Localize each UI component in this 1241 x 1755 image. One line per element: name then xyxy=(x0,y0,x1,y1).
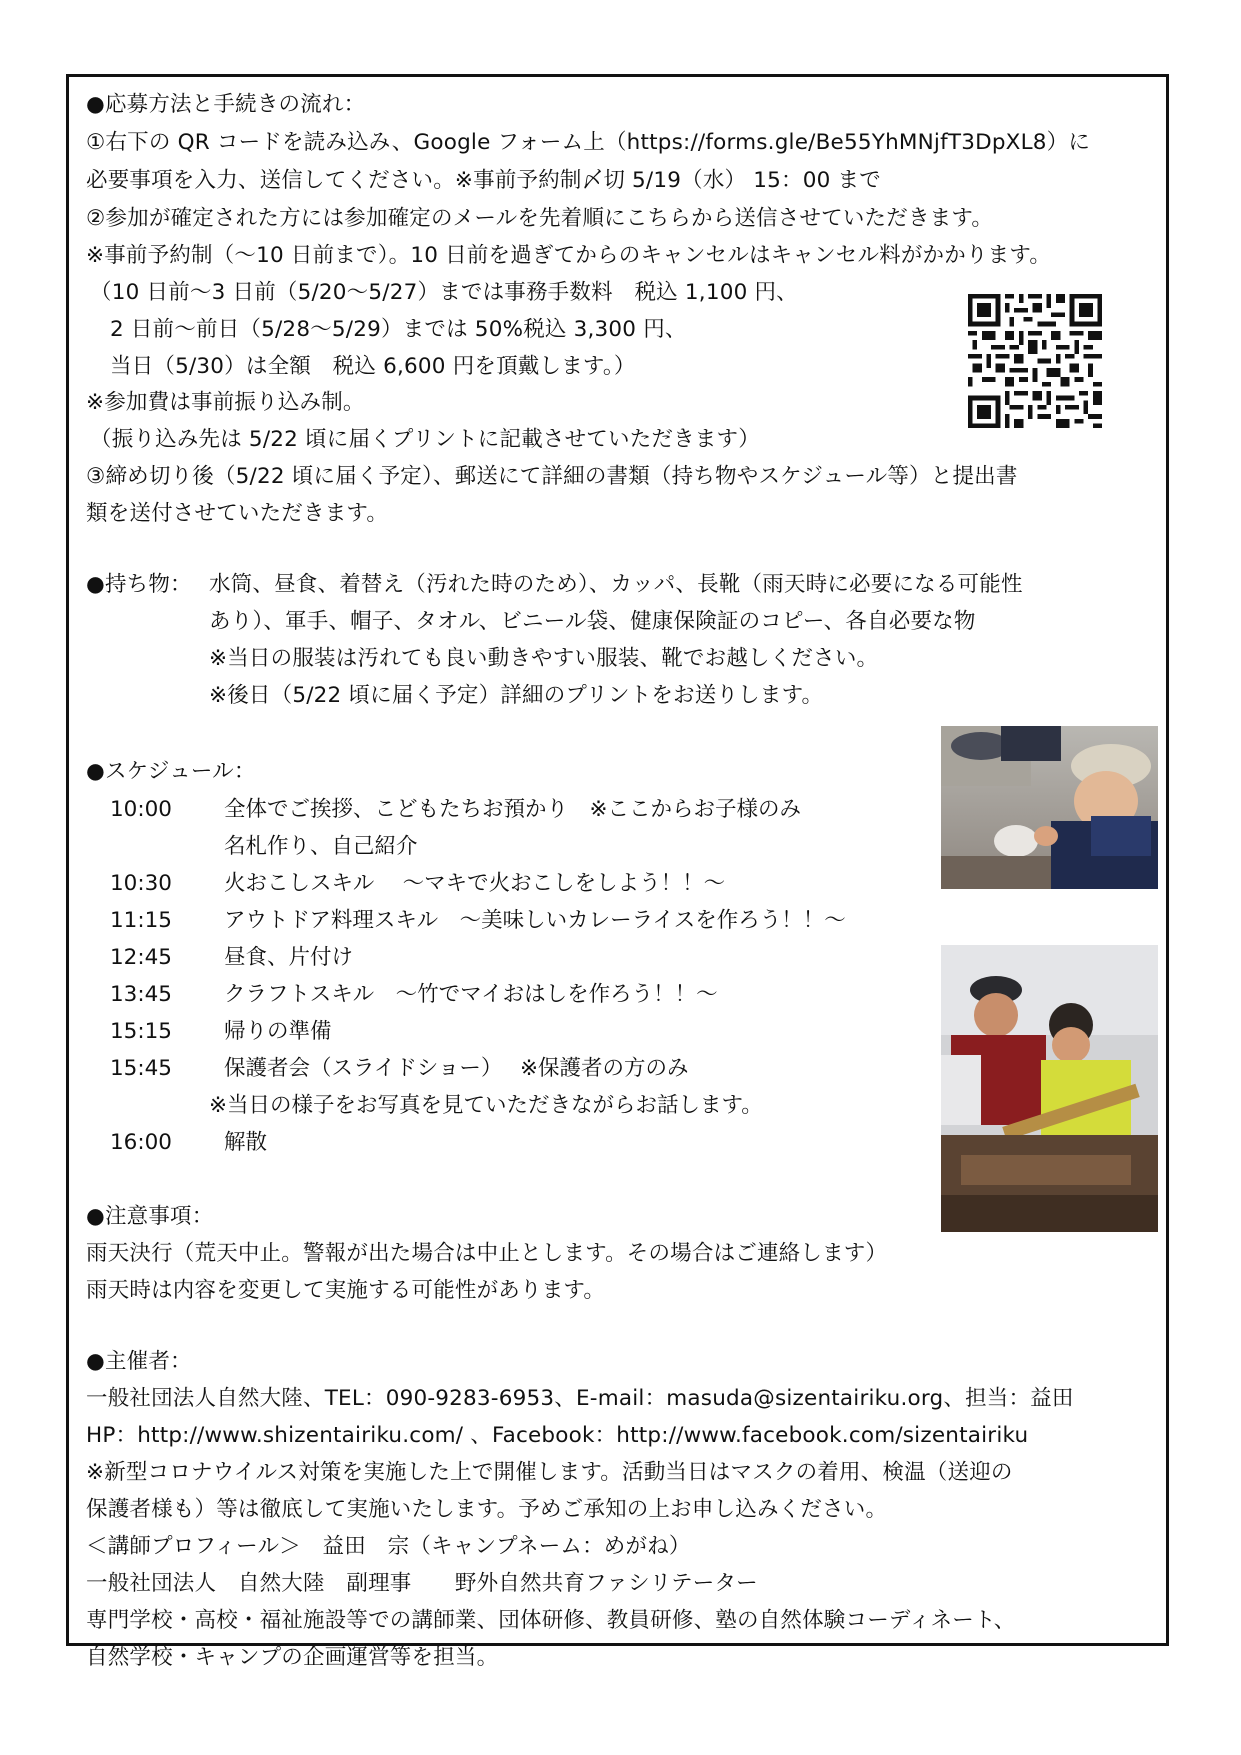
organizer-line: 保護者様も）等は徹底して実施いたします。予めご承知の上お申し込みください。 xyxy=(86,1497,888,1522)
schedule-time: 10:00 xyxy=(110,797,172,822)
schedule-time: 16:00 xyxy=(110,1130,172,1155)
schedule-heading: ●スケジュール： xyxy=(86,759,256,784)
organizer-heading: ●主催者： xyxy=(86,1349,192,1374)
notes-line: 雨天決行（荒天中止。警報が出た場合は中止とします。その場合はご連絡します） xyxy=(86,1241,888,1266)
schedule-time: 15:45 xyxy=(110,1056,172,1081)
schedule-time: 10:30 xyxy=(110,871,172,896)
instructor-profile-line: 専門学校・高校・福祉施設等での講師業、団体研修、教員研修、塾の自然体験コーディネート、 xyxy=(86,1608,1016,1633)
belongings-line: あり）、軍手、帽子、タオル、ビニール袋、健康保険証のコピー、各自必要な物 xyxy=(209,609,976,634)
belongings-line: ※当日の服装は汚れても良い動きやすい服装、靴でお越しください。 xyxy=(209,646,879,671)
application-line: ※事前予約制（〜10 日前まで）。10 日前を過ぎてからのキャンセルはキャンセル料がかかります。 xyxy=(86,243,1052,268)
application-line: 2 日前〜前日（5/28〜5/29）までは 50%税込 3,300 円、 xyxy=(110,317,687,342)
schedule-activity: 全体でご挨拶、こどもたちお預かり ※ここからお子様のみ xyxy=(224,797,802,822)
application-line: ①右下の QR コードを読み込み、Google フォーム上（https://forms.gle/Be55YhMNjfT3DpXL8）に xyxy=(86,130,1091,155)
schedule-activity: 名札作り、自己紹介 xyxy=(224,834,418,859)
schedule-activity: 帰りの準備 xyxy=(224,1019,332,1044)
application-heading: ●応募方法と手続きの流れ： xyxy=(86,92,366,117)
schedule-activity: クラフトスキル 〜竹でマイおはしを作ろう！！〜 xyxy=(224,982,718,1007)
instructor-profile-line: 自然学校・キャンプの企画運営等を担当。 xyxy=(86,1645,499,1670)
belongings-heading: ●持ち物： xyxy=(86,572,192,597)
schedule-time: 15:15 xyxy=(110,1019,172,1044)
schedule-activity: ※当日の様子をお写真を見ていただきながらお話します。 xyxy=(209,1093,763,1118)
application-line: 必要事項を入力、送信してください。※事前予約制〆切 5/19（水） 15：00 まで xyxy=(86,168,881,193)
child-making-fire-photo xyxy=(941,726,1158,889)
application-line: 当日（5/30）は全額 税込 6,600 円を頂戴します。） xyxy=(110,354,636,379)
instructor-profile-line: 一般社団法人 自然大陸 副理事 野外自然共育ファシリテーター xyxy=(86,1571,758,1596)
schedule-time: 11:15 xyxy=(110,908,172,933)
application-line: 類を送付させていただきます。 xyxy=(86,501,389,526)
application-line: ※参加費は事前振り込み制。 xyxy=(86,390,365,415)
application-line: （振り込み先は 5/22 頃に届くプリントに記載させていただきます） xyxy=(90,427,760,452)
qr-code-image[interactable] xyxy=(968,294,1102,428)
schedule-activity: 昼食、片付け xyxy=(224,945,354,970)
application-line: （10 日前〜3 日前（5/20〜5/27）までは事務手数料 税込 1,100 円、 xyxy=(90,280,798,305)
schedule-activity: 火おこしスキル 〜マキで火おこしをしよう！！〜 xyxy=(224,871,726,896)
organizer-line: ※新型コロナウイルス対策を実施した上で開催します。活動当日はマスクの着用、検温（送迎の xyxy=(86,1460,1013,1485)
organizer-line: 一般社団法人自然大陸、TEL：090-9283-6953、E-mail：masuda@sizentairiku.org、担当：益田 xyxy=(86,1386,1074,1411)
children-crafting-bamboo-photo xyxy=(941,945,1158,1232)
schedule-time: 13:45 xyxy=(110,982,172,1007)
belongings-line: 水筒、昼食、着替え（汚れた時のため）、カッパ、長靴（雨天時に必要になる可能性 xyxy=(209,572,1023,597)
application-line: ③締め切り後（5/22 頃に届く予定）、郵送にて詳細の書類（持ち物やスケジュール等）と提出書 xyxy=(86,464,1018,489)
schedule-activity: アウトドア料理スキル 〜美味しいカレーライスを作ろう！！〜 xyxy=(224,908,846,933)
notes-heading: ●注意事項： xyxy=(86,1204,214,1229)
schedule-activity: 保護者会（スライドショー） ※保護者の方のみ xyxy=(224,1056,689,1081)
organizer-line: HP：http://www.shizentairiku.com/ 、Facebook：http://www.facebook.com/sizentairiku xyxy=(86,1423,1029,1448)
application-line: ②参加が確定された方には参加確定のメールを先着順にこちらから送信させていただきます。 xyxy=(86,206,994,231)
schedule-activity: 解散 xyxy=(224,1130,268,1155)
schedule-time: 12:45 xyxy=(110,945,172,970)
instructor-profile-line: ＜講師プロフィール＞ 益田 宗（キャンプネーム：めがね） xyxy=(86,1534,691,1559)
belongings-line: ※後日（5/22 頃に届く予定）詳細のプリントをお送りします。 xyxy=(209,683,824,708)
notes-line: 雨天時は内容を変更して実施する可能性があります。 xyxy=(86,1278,606,1303)
